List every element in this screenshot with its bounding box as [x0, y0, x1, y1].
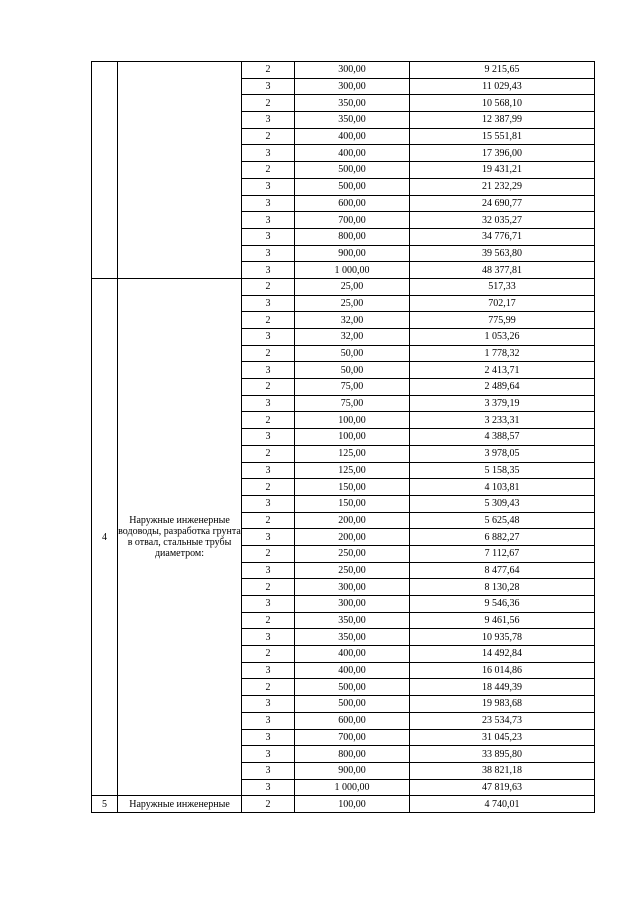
diameter-cell: 700,00 [295, 212, 410, 229]
diameter-cell: 125,00 [295, 462, 410, 479]
diameter-cell: 1 000,00 [295, 779, 410, 796]
cost-cell: 2 489,64 [410, 379, 595, 396]
category-cell: 3 [242, 228, 295, 245]
diameter-cell: 250,00 [295, 562, 410, 579]
diameter-cell: 200,00 [295, 512, 410, 529]
diameter-cell: 100,00 [295, 429, 410, 446]
cost-cell: 33 895,80 [410, 746, 595, 763]
cost-cell: 39 563,80 [410, 245, 595, 262]
category-cell: 3 [242, 145, 295, 162]
cost-cell: 702,17 [410, 295, 595, 312]
diameter-cell: 300,00 [295, 62, 410, 79]
category-cell: 3 [242, 395, 295, 412]
cost-cell: 3 233,31 [410, 412, 595, 429]
diameter-cell: 100,00 [295, 796, 410, 813]
cost-cell: 4 740,01 [410, 796, 595, 813]
diameter-cell: 400,00 [295, 145, 410, 162]
diameter-cell: 600,00 [295, 195, 410, 212]
diameter-cell: 25,00 [295, 278, 410, 295]
table-row [92, 796, 595, 813]
cost-cell: 7 112,67 [410, 545, 595, 562]
cost-cell: 32 035,27 [410, 212, 595, 229]
cost-cell: 48 377,81 [410, 262, 595, 279]
diameter-cell: 800,00 [295, 228, 410, 245]
diameter-cell: 500,00 [295, 679, 410, 696]
category-cell: 3 [242, 462, 295, 479]
category-cell: 2 [242, 379, 295, 396]
diameter-cell: 700,00 [295, 729, 410, 746]
cost-cell: 11 029,43 [410, 78, 595, 95]
cost-cell: 9 215,65 [410, 62, 595, 79]
diameter-cell: 1 000,00 [295, 262, 410, 279]
category-cell: 3 [242, 562, 295, 579]
category-cell: 2 [242, 312, 295, 329]
cost-cell: 1 778,32 [410, 345, 595, 362]
diameter-cell: 300,00 [295, 579, 410, 596]
diameter-cell: 400,00 [295, 646, 410, 663]
diameter-cell: 50,00 [295, 345, 410, 362]
diameter-cell: 100,00 [295, 412, 410, 429]
category-cell: 3 [242, 596, 295, 613]
item-number-cell: 5 [92, 796, 118, 813]
category-cell: 3 [242, 629, 295, 646]
diameter-cell: 350,00 [295, 629, 410, 646]
diameter-cell: 250,00 [295, 545, 410, 562]
table-row [92, 278, 595, 295]
category-cell: 3 [242, 262, 295, 279]
category-cell: 2 [242, 345, 295, 362]
diameter-cell: 400,00 [295, 128, 410, 145]
category-cell: 3 [242, 178, 295, 195]
cost-cell: 9 546,36 [410, 596, 595, 613]
category-cell: 2 [242, 512, 295, 529]
diameter-cell: 125,00 [295, 445, 410, 462]
diameter-cell: 500,00 [295, 162, 410, 179]
category-cell: 3 [242, 762, 295, 779]
category-cell: 2 [242, 479, 295, 496]
category-cell: 3 [242, 746, 295, 763]
cost-cell: 15 551,81 [410, 128, 595, 145]
category-cell: 2 [242, 545, 295, 562]
category-cell: 3 [242, 195, 295, 212]
cost-cell: 19 983,68 [410, 696, 595, 713]
cost-cell: 24 690,77 [410, 195, 595, 212]
cost-cell: 10 935,78 [410, 629, 595, 646]
category-cell: 2 [242, 612, 295, 629]
cost-cell: 3 379,19 [410, 395, 595, 412]
diameter-cell: 500,00 [295, 696, 410, 713]
cost-cell: 9 461,56 [410, 612, 595, 629]
category-cell: 3 [242, 362, 295, 379]
diameter-cell: 32,00 [295, 312, 410, 329]
cost-cell: 4 388,57 [410, 429, 595, 446]
category-cell: 2 [242, 62, 295, 79]
item-description-cell [118, 62, 242, 279]
cost-cell: 19 431,21 [410, 162, 595, 179]
category-cell: 3 [242, 429, 295, 446]
category-cell: 3 [242, 529, 295, 546]
category-cell: 2 [242, 579, 295, 596]
category-cell: 3 [242, 245, 295, 262]
cost-cell: 3 978,05 [410, 445, 595, 462]
diameter-cell: 75,00 [295, 395, 410, 412]
category-cell: 2 [242, 796, 295, 813]
cost-cell: 6 882,27 [410, 529, 595, 546]
diameter-cell: 150,00 [295, 479, 410, 496]
category-cell: 2 [242, 646, 295, 663]
cost-cell: 18 449,39 [410, 679, 595, 696]
category-cell: 3 [242, 779, 295, 796]
diameter-cell: 32,00 [295, 329, 410, 346]
item-number-cell: 4 [92, 278, 118, 795]
category-cell: 2 [242, 162, 295, 179]
category-cell: 3 [242, 696, 295, 713]
cost-cell: 34 776,71 [410, 228, 595, 245]
cost-cell: 10 568,10 [410, 95, 595, 112]
cost-cell: 14 492,84 [410, 646, 595, 663]
category-cell: 2 [242, 412, 295, 429]
cost-cell: 21 232,29 [410, 178, 595, 195]
item-description-cell: Наружные инженерные [118, 796, 242, 813]
cost-cell: 2 413,71 [410, 362, 595, 379]
category-cell: 2 [242, 128, 295, 145]
diameter-cell: 300,00 [295, 78, 410, 95]
category-cell: 3 [242, 329, 295, 346]
cost-cell: 5 625,48 [410, 512, 595, 529]
cost-cell: 23 534,73 [410, 712, 595, 729]
category-cell: 2 [242, 95, 295, 112]
diameter-cell: 900,00 [295, 245, 410, 262]
diameter-cell: 350,00 [295, 612, 410, 629]
diameter-cell: 500,00 [295, 178, 410, 195]
cost-cell: 5 309,43 [410, 495, 595, 512]
cost-cell: 47 819,63 [410, 779, 595, 796]
rates-table [91, 61, 595, 813]
category-cell: 3 [242, 712, 295, 729]
diameter-cell: 200,00 [295, 529, 410, 546]
category-cell: 2 [242, 445, 295, 462]
diameter-cell: 350,00 [295, 95, 410, 112]
diameter-cell: 75,00 [295, 379, 410, 396]
category-cell: 3 [242, 112, 295, 129]
cost-cell: 5 158,35 [410, 462, 595, 479]
cost-cell: 16 014,86 [410, 662, 595, 679]
diameter-cell: 25,00 [295, 295, 410, 312]
diameter-cell: 350,00 [295, 112, 410, 129]
category-cell: 3 [242, 495, 295, 512]
category-cell: 3 [242, 295, 295, 312]
diameter-cell: 800,00 [295, 746, 410, 763]
cost-cell: 12 387,99 [410, 112, 595, 129]
cost-cell: 517,33 [410, 278, 595, 295]
diameter-cell: 150,00 [295, 495, 410, 512]
category-cell: 3 [242, 662, 295, 679]
category-cell: 3 [242, 212, 295, 229]
cost-cell: 8 130,28 [410, 579, 595, 596]
category-cell: 2 [242, 679, 295, 696]
diameter-cell: 50,00 [295, 362, 410, 379]
table-row [92, 62, 595, 79]
cost-cell: 17 396,00 [410, 145, 595, 162]
cost-cell: 775,99 [410, 312, 595, 329]
diameter-cell: 300,00 [295, 596, 410, 613]
cost-cell: 38 821,18 [410, 762, 595, 779]
diameter-cell: 600,00 [295, 712, 410, 729]
item-number-cell [92, 62, 118, 279]
category-cell: 2 [242, 278, 295, 295]
diameter-cell: 400,00 [295, 662, 410, 679]
category-cell: 3 [242, 729, 295, 746]
item-description-cell: Наружные инженерные водоводы, разработка грунта в отвал, стальные трубы диаметром: [118, 278, 242, 795]
rates-table-body [92, 62, 595, 813]
category-cell: 3 [242, 78, 295, 95]
cost-cell: 31 045,23 [410, 729, 595, 746]
diameter-cell: 900,00 [295, 762, 410, 779]
cost-cell: 4 103,81 [410, 479, 595, 496]
cost-cell: 8 477,64 [410, 562, 595, 579]
cost-cell: 1 053,26 [410, 329, 595, 346]
